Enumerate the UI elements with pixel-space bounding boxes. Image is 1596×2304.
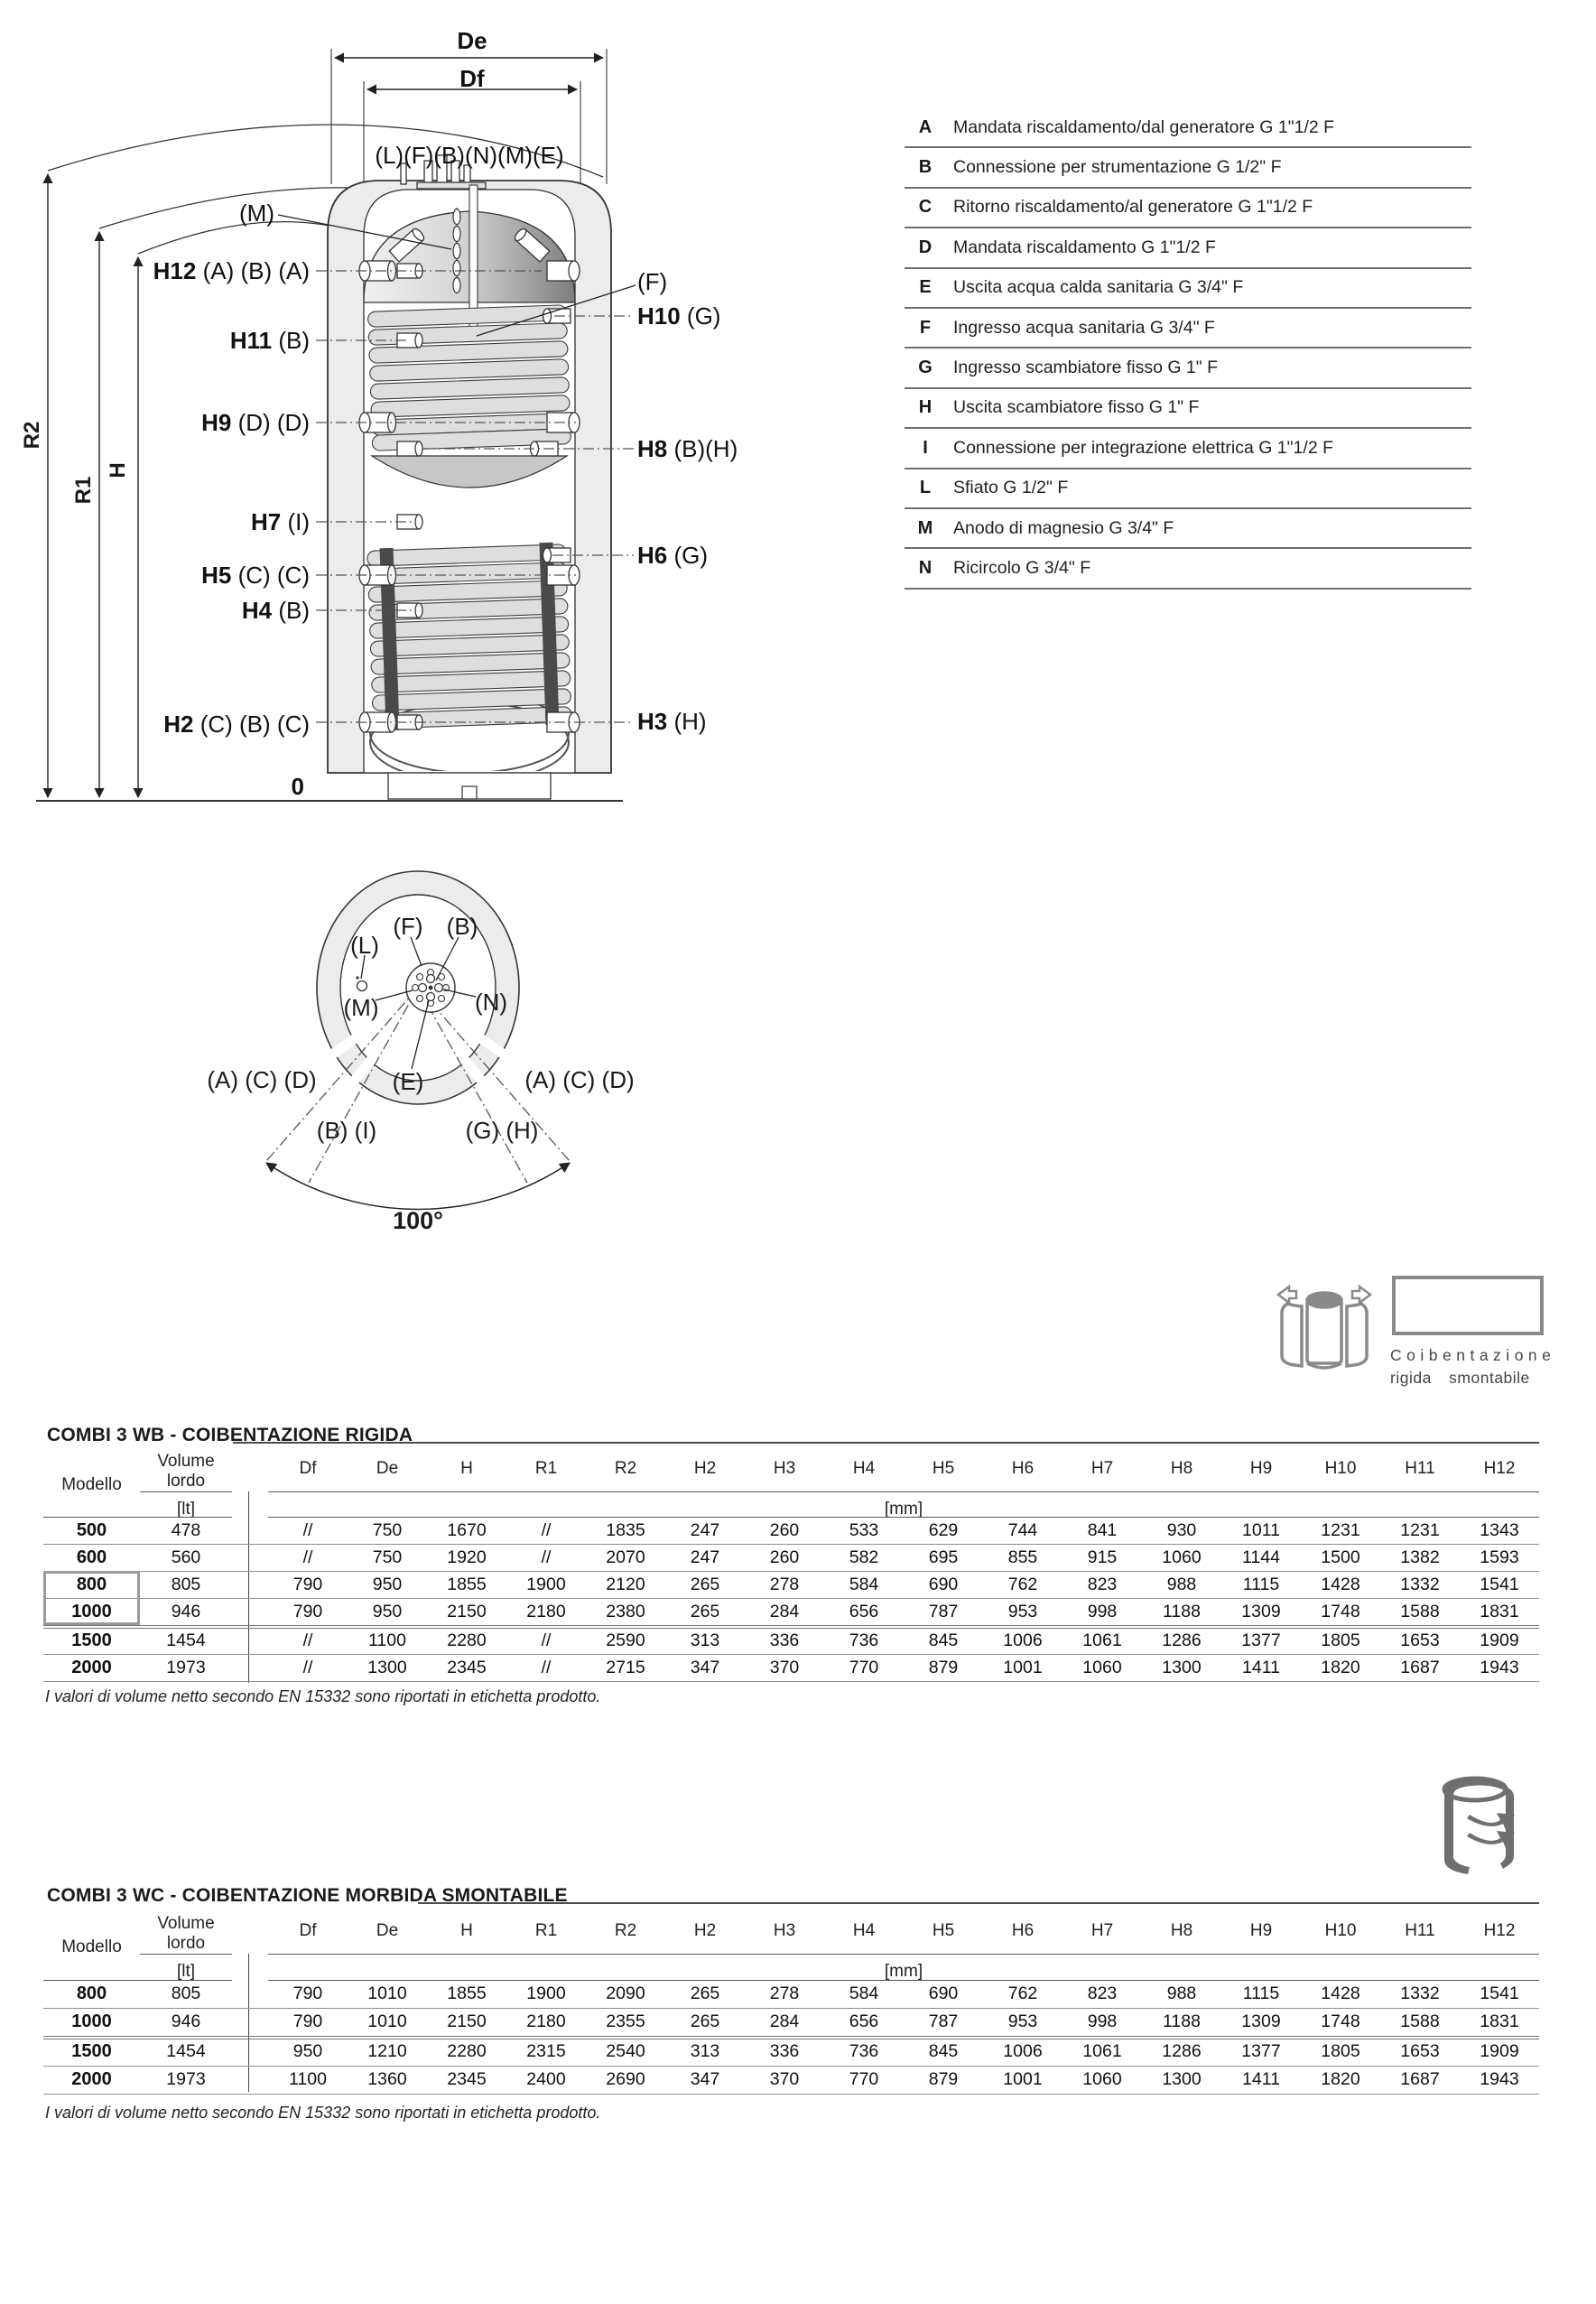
topview-e-label: (E) (392, 1068, 424, 1095)
dimension-headers: Df De H R1 R2 H2 H3 H4 H5 H6 H7 H8 H9 H10 H11 H12 (299, 1921, 1516, 1940)
mm-unit: [mm] (884, 1500, 923, 1519)
label-h9: H9 (D) (D) (201, 409, 310, 436)
label-h4: H4 (B) (241, 597, 310, 624)
connections-legend (905, 108, 1471, 590)
table-row: 2000 1973 // 1300 2345 // 2715 347 370 770 879 1001 1060 1300 1411 1820 1687 1943 (71, 1657, 1519, 1677)
anode-label: (M) (239, 200, 274, 227)
rigid-insulation-badge-box (1392, 1276, 1544, 1335)
soft-insulation-icon (1435, 1771, 1530, 1878)
mm-unit: [mm] (884, 1962, 923, 1981)
volume-unit: [lt] (176, 1962, 196, 1981)
topview-l-label: (L) (350, 932, 379, 959)
legend-row: I Connessione per integrazione elettrica G 1"1/2 F (905, 429, 1471, 469)
label-h6: H6 (G) (637, 542, 709, 569)
volume-header: Volume (157, 1914, 215, 1933)
volume-unit: [lt] (176, 1500, 196, 1519)
legend-row: H Uscita scambiatore fisso G 1" F (905, 389, 1471, 429)
label-h3: H3 (H) (637, 708, 707, 735)
table-row: 800 805 790 1010 1855 1900 2090 265 278 584 690 762 823 988 1115 1428 1332 1541 (76, 1983, 1519, 2003)
model-header: Modello (61, 1475, 122, 1494)
top-connections-label: (L)(F)(B)(N)(M)(E) (375, 142, 564, 169)
topview-right-group-label: (A) (C) (D) (524, 1066, 635, 1093)
legend-row: L Sfiato G 1/2" F (905, 469, 1471, 509)
dim-h: H (106, 462, 130, 478)
table-combi3-wb: COMBI 3 WB - COIBENTAZIONE RIGIDA Volume lordo Modello Df De H R1 R2 H2 H3 H4 H5 H6 H7 H8 H9 H10 H11 H12 [lt] [mm] 500 478 // 750 1670 // 1835 247 260 533 629 744 841 930 1011 1231 1231 1343 600 560 // 750 1920 // 2070 247 260 582 695 855 915 1060 1144 1500 1382 1593 800 805 790 950 1855 1900 2120 265 278 584 690 762 823 988 1115 1428 1332 1541 1000 946 790 950 2150 2180 2380 265 284 656 787 953 998 1188 1309 1748 1588 1831 1500 1454 // 1100 2280 // 2590 313 336 736 845 1006 1061 1286 1377 1805 1653 1909 2000 1973 // 1300 2345 // 2715 347 370 770 879 1001 1060 1300 1411 1820 1687 1943 I valori di volume netto secondo EN 15332 sono riportati in etichetta prodotto. (43, 1423, 1539, 1712)
table-note: I valori di volume netto secondo EN 15332 sono riportati in etichetta prodotto. (45, 2104, 601, 2122)
table-row: 2000 1973 1100 1360 2345 2400 2690 347 370 770 879 1001 1060 1300 1411 1820 1687 1943 (71, 2069, 1519, 2089)
label-h5: H5 (C) (C) (201, 562, 310, 589)
topview-bi-label: (B) (I) (316, 1117, 377, 1144)
table-note: I valori di volume netto secondo EN 15332 sono riportati in etichetta prodotto. (45, 1687, 601, 1705)
legend-row: E Uscita acqua calda sanitaria G 3/4" F (905, 269, 1471, 309)
table-row: 1500 1454 // 1100 2280 // 2590 313 336 736 845 1006 1061 1286 1377 1805 1653 1909 (71, 1630, 1519, 1650)
table-row: 800 805 790 950 1855 1900 2120 265 278 584 690 762 823 988 1115 1428 1332 1541 (76, 1574, 1519, 1594)
topview-left-group-label: (A) (C) (D) (207, 1066, 317, 1093)
dim-r2: R2 (20, 421, 44, 450)
topview-f-label: (F) (393, 913, 423, 940)
label-h8: H8 (B)(H) (637, 435, 738, 462)
label-h10: H10 (G) (637, 302, 721, 330)
table-combi3-wc: COMBI 3 WC - COIBENTAZIONE MORBIDA SMONTABILE Volume lordo Modello Df De H R1 R2 H2 H3 H4 H5 H6 H7 H8 H9 H10 H11 H12 [lt] [mm] 800 805 790 1010 1855 1900 2090 265 278 584 690 762 823 988 1115 1428 1332 1541 1000 946 790 1010 2150 2180 2355 265 284 656 787 953 998 1188 1309 1748 1588 1831 1500 1454 950 1210 2280 2315 2540 313 336 736 845 1006 1061 1286 1377 1805 1653 1909 2000 1973 1100 1360 2345 2400 2690 347 370 770 879 1001 1060 1300 1411 1820 1687 1943 I valori di volume netto secondo EN 15332 sono riportati in etichetta prodotto. (43, 1883, 1539, 2136)
dim-de: De (457, 27, 487, 54)
dim-r1: R1 (71, 476, 96, 505)
topview-b-label: (B) (446, 913, 478, 940)
label-h2: H2 (C) (B) (C) (163, 711, 310, 738)
label-h11: H11 (B) (229, 327, 310, 354)
dim-df: Df (459, 65, 485, 92)
highlighted-models-box (43, 1571, 140, 1625)
table-row: 1000 946 790 950 2150 2180 2380 265 284 656 787 953 998 1188 1309 1748 1588 1831 (71, 1601, 1519, 1621)
table-title: COMBI 3 WC - COIBENTAZIONE MORBIDA SMONTABILE (47, 1885, 568, 1906)
legend-row: F Ingresso acqua sanitaria G 3/4" F (905, 309, 1471, 348)
zero-level-label: 0 (291, 773, 304, 800)
table-title: COMBI 3 WB - COIBENTAZIONE RIGIDA (47, 1425, 413, 1445)
legend-row: G Ingresso scambiatore fisso G 1" F (905, 348, 1471, 388)
vent-port (357, 981, 367, 991)
table-row: 500 478 // 750 1670 // 1835 247 260 533 629 744 841 930 1011 1231 1231 1343 (76, 1519, 1519, 1540)
legend-row: N Ricircolo G 3/4" F (905, 549, 1471, 589)
model-header: Modello (61, 1937, 122, 1956)
volume-header: Volume (157, 1452, 215, 1471)
legend-row: B Connessione per strumentazione G 1/2" F (905, 148, 1471, 188)
table-row: 600 560 // 750 1920 // 2070 247 260 582 695 855 915 1060 1144 1500 1382 1593 (76, 1547, 1519, 1567)
topview-n-label: (N) (474, 989, 508, 1016)
title-rule (418, 1902, 1539, 1904)
rigid-insulation-icon (1275, 1280, 1374, 1375)
topview-m-label: (M) (343, 994, 379, 1021)
legend-row: A Mandata riscaldamento/dal generatore G 1"1/2 F (905, 108, 1471, 148)
legend-row: D Mandata riscaldamento G 1"1/2 F (905, 228, 1471, 268)
angle-arc (266, 1163, 570, 1209)
label-h7: H7 (I) (250, 508, 310, 535)
legend-row: C Ritorno riscaldamento/al generatore G 1"1/2 F (905, 189, 1471, 228)
inlet-label: (F) (637, 268, 668, 295)
legend-row: M Anodo di magnesio G 3/4" F (905, 509, 1471, 549)
angle-label: 100° (393, 1207, 443, 1234)
title-rule (233, 1442, 1539, 1444)
magnesium-anode (453, 208, 460, 293)
label-h12: H12 (A) (B) (A) (153, 257, 310, 284)
topview-gh-label: (G) (H) (465, 1117, 539, 1144)
dimension-headers: Df De H R1 R2 H2 H3 H4 H5 H6 H7 H8 H9 H10 H11 H12 (299, 1459, 1516, 1478)
table-row: 1000 946 790 1010 2150 2180 2355 265 284 656 787 953 998 1188 1309 1748 1588 1831 (71, 2011, 1519, 2031)
table-row: 1500 1454 950 1210 2280 2315 2540 313 336 736 845 1006 1061 1286 1377 1805 1653 1909 (71, 2041, 1519, 2061)
rigid-insulation-caption: Coibentazione rigida smontabile (1390, 1346, 1556, 1387)
